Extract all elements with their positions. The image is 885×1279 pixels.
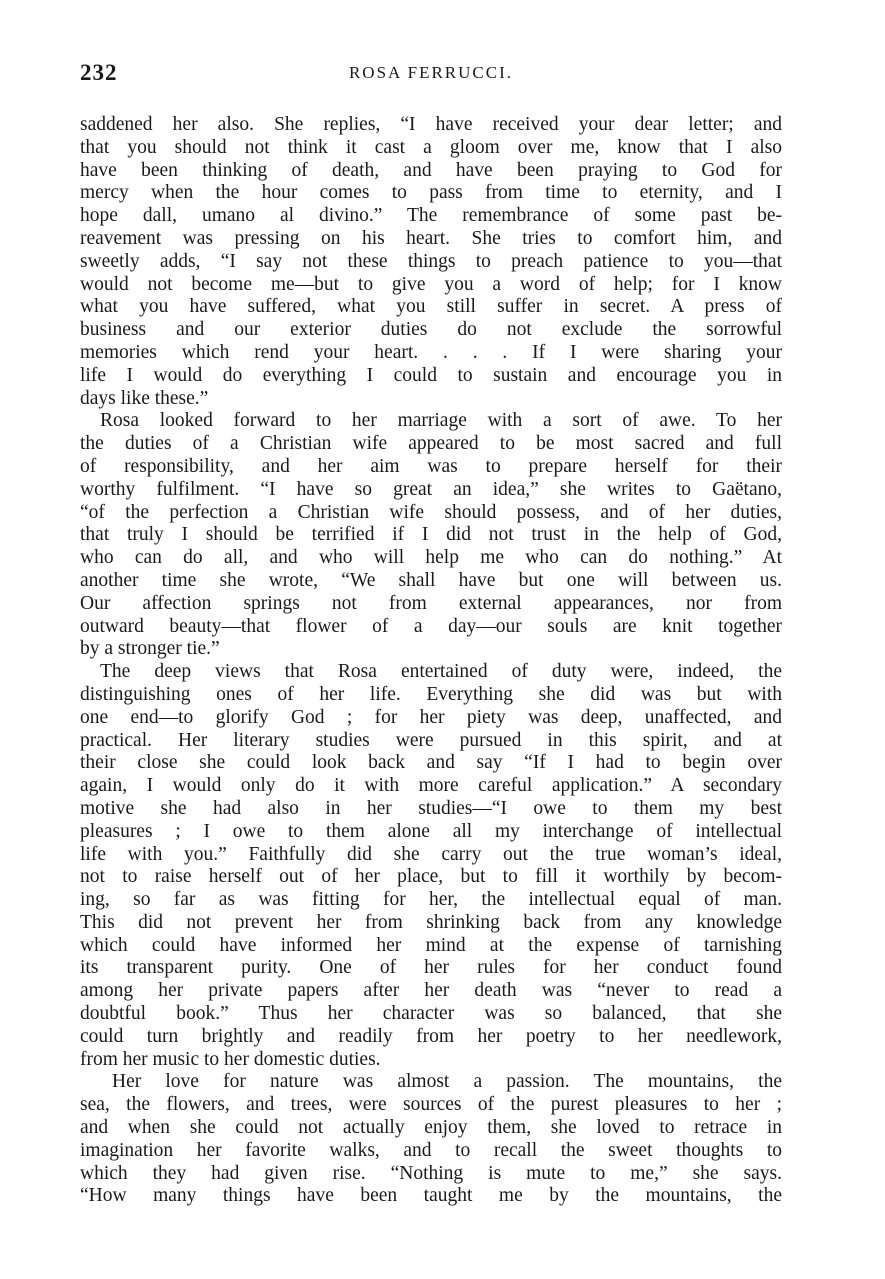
- text-line: days like these.”: [80, 387, 209, 409]
- text-line: pleasures ; I owe to them alone all my interchange of intellectual: [80, 820, 782, 842]
- text-line: again, I would only do it with more careful application.” A secondary: [80, 775, 782, 797]
- text-line: saddened her also. She replies, “I have received your dear letter; and: [80, 114, 782, 135]
- running-title: ROSA FERRUCCI.: [348, 63, 514, 82]
- text-line: and when she could not actually enjoy them, she loved to retrace in: [80, 1117, 782, 1139]
- text-line: that you should not think it cast a gloom over me, know that I also: [80, 136, 782, 158]
- text-line: hope dall, umano al divino.” The remembrance of some past be-: [80, 205, 782, 227]
- text-line: would not become me—but to give you a word of help; for I know: [80, 273, 782, 295]
- text-line: Rosa looked forward to her marriage with a sort of awe. To her: [100, 410, 782, 432]
- text-line: imagination her favorite walks, and to recall the sweet thoughts to: [80, 1139, 782, 1161]
- text-line: outward beauty—that flower of a day—our souls are knit together: [80, 615, 782, 637]
- text-line: among her private papers after her death was “never to read a: [80, 980, 782, 1002]
- text-line: business and our exterior duties do not exclude the sorrowful: [80, 319, 782, 341]
- text-line: memories which rend your heart. . . . If I were sharing your: [80, 341, 782, 363]
- text-line: “How many things have been taught me by the mountains, the: [80, 1185, 782, 1207]
- text-line: Our affection springs not from external appearances, nor from: [80, 592, 782, 614]
- text-line: by a stronger tie.”: [80, 638, 220, 660]
- text-line: that truly I should be terrified if I did not trust in the help of God,: [80, 524, 782, 546]
- text-line: what you have suffered, what you still suffer in secret. A press of: [80, 296, 782, 318]
- text-line: their close she could look back and say “If I had to begin over: [80, 752, 782, 774]
- text-line: worthy fulfilment. “I have so great an idea,” she writes to Gaëtano,: [80, 478, 782, 500]
- text-line: one end—to glorify God ; for her piety was deep, unaffected, and: [80, 706, 782, 728]
- text-line: who can do all, and who will help me who can do nothing.” At: [80, 547, 782, 569]
- page-number: 232: [80, 60, 118, 85]
- text-line: motive she had also in her studies—“I owe to them my best: [80, 797, 782, 819]
- text-line: another time she wrote, “We shall have but one will between us.: [80, 569, 782, 591]
- text-line: which could have informed her mind at the expense of tarnishing: [80, 934, 782, 956]
- text-line: The deep views that Rosa entertained of duty were, indeed, the: [100, 661, 782, 683]
- text-line: life I would do everything I could to sustain and encourage you in: [80, 364, 782, 386]
- text-line: its transparent purity. One of her rules for her conduct found: [80, 957, 782, 979]
- text-line: sea, the flowers, and trees, were sources of the purest pleasures to her ;: [80, 1094, 782, 1116]
- body-text: [80, 114, 782, 1208]
- text-line: doubtful book.” Thus her character was so balanced, that she: [80, 1003, 782, 1025]
- text-line: life with you.” Faithfully did she carry out the true woman’s ideal,: [80, 843, 782, 865]
- text-line: This did not prevent her from shrinking back from any knowledge: [80, 911, 782, 933]
- text-line: practical. Her literary studies were pursued in this spirit, and at: [80, 729, 782, 751]
- text-line: of responsibility, and her aim was to prepare herself for their: [80, 455, 782, 477]
- text-line: “of the perfection a Christian wife should possess, and of her duties,: [80, 501, 782, 523]
- page-header: [80, 60, 782, 90]
- text-line: distinguishing ones of her life. Everything she did was but with: [80, 683, 782, 705]
- text-line: sweetly adds, “I say not these things to preach patience to you—that: [80, 250, 782, 272]
- text-line: ing, so far as was fitting for her, the intellectual equal of man.: [80, 889, 782, 911]
- text-line: the duties of a Christian wife appeared to be most sacred and full: [80, 433, 782, 455]
- text-line: could turn brightly and readily from her poetry to her needlework,: [80, 1025, 782, 1047]
- text-line: which they had given rise. “Nothing is mute to me,” she says.: [80, 1162, 782, 1184]
- text-line: have been thinking of death, and have been praying to God for: [80, 159, 782, 181]
- text-line: Her love for nature was almost a passion. The mountains, the: [112, 1071, 782, 1093]
- text-line: from her music to her domestic duties.: [80, 1048, 381, 1070]
- text-line: not to raise herself out of her place, but to fill it worthily by becom-: [80, 866, 782, 888]
- text-line: mercy when the hour comes to pass from time to eternity, and I: [80, 182, 782, 204]
- text-line: reavement was pressing on his heart. She tries to comfort him, and: [80, 227, 782, 249]
